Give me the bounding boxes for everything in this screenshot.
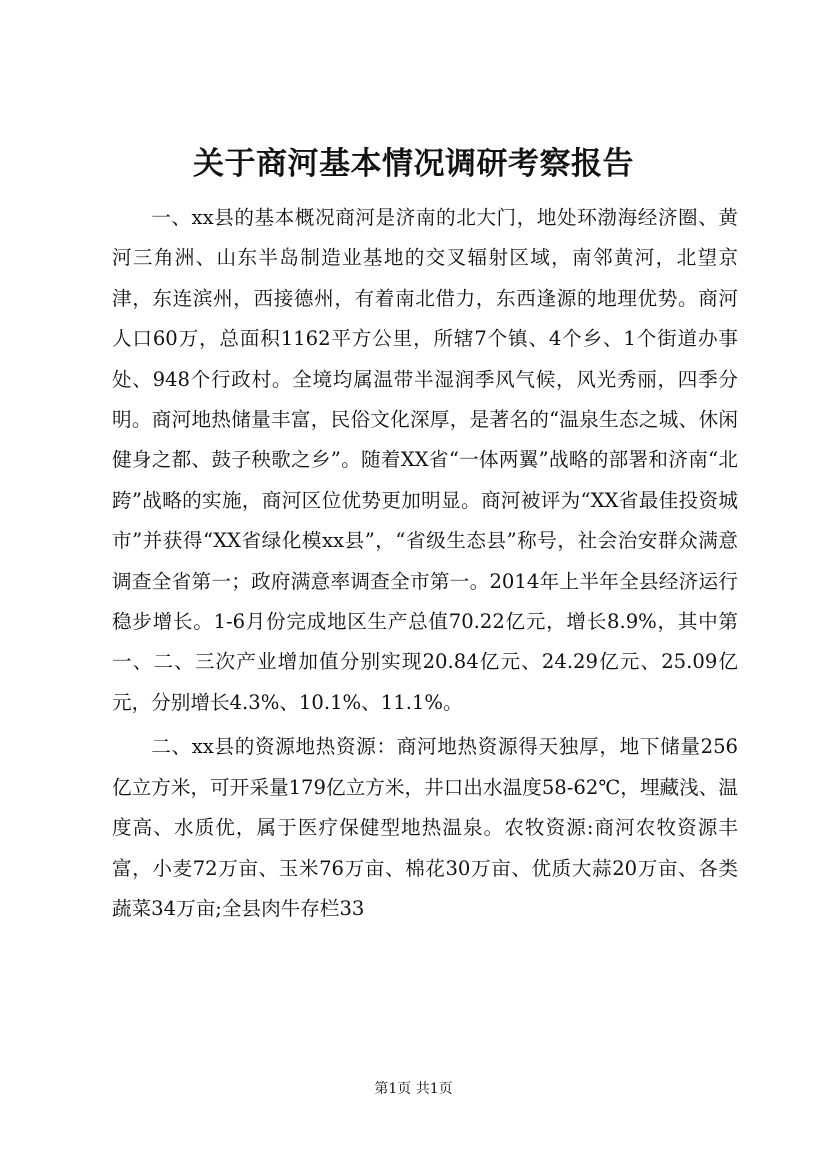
paragraph-overview: 一、xx县的基本概况商河是济南的北大门，地处环渤海经济圈、黄河三角洲、山东半岛制造业基地的交叉辐射区域，南邻黄河，北望京津，东连滨州，西接德州，有着南北借力，东西逢源的地理优势。商河人口60万，总面积1162平方公里，所辖7个镇、4个乡、1个街道办事处、948个行政村。全境均属温带半湿润季风气候，风光秀丽，四季分明。商河地热储量丰富，民俗文化深厚，是著名的“温泉生态之城、休闲健身之都、鼓子秧歌之乡”。随着XX省“一体两翼”战略的部署和济南“北跨”战略的实施，商河区位优势更加明显。商河被评为“XX省最佳投资城市”并获得“XX省绿化模xx县”，“省级生态县”称号，社会治安群众满意调查全省第一；政府满意率调查全市第一。2014年上半年全县经济运行稳步增长。1-6月份完成地区生产总值70.22亿元，增长8.9%，其中第一、二、三次产业增加值分别实现20.84亿元、24.29亿元、25.09亿元，分别增长4.3%、10.1%、11.1%。 bbox=[112, 206, 738, 714]
document-title: 关于商河基本情况调研考察报告 bbox=[193, 146, 634, 182]
document-body bbox=[112, 198, 738, 929]
paragraph-resources: 二、xx县的资源地热资源：商河地热资源得天独厚，地下储量256亿立方米，可开采量179亿立方米，井口出水温度58-62℃，埋藏浅、温度高、水质优，属于医疗保健型地热温泉。农牧资源:商河农牧资源丰富，小麦72万亩、玉米76万亩、棉花30万亩、优质大蒜20万亩、各类蔬菜34万亩;全县肉牛存栏33 bbox=[112, 735, 738, 920]
page-footer: 第1页 共1页 bbox=[374, 1081, 453, 1097]
